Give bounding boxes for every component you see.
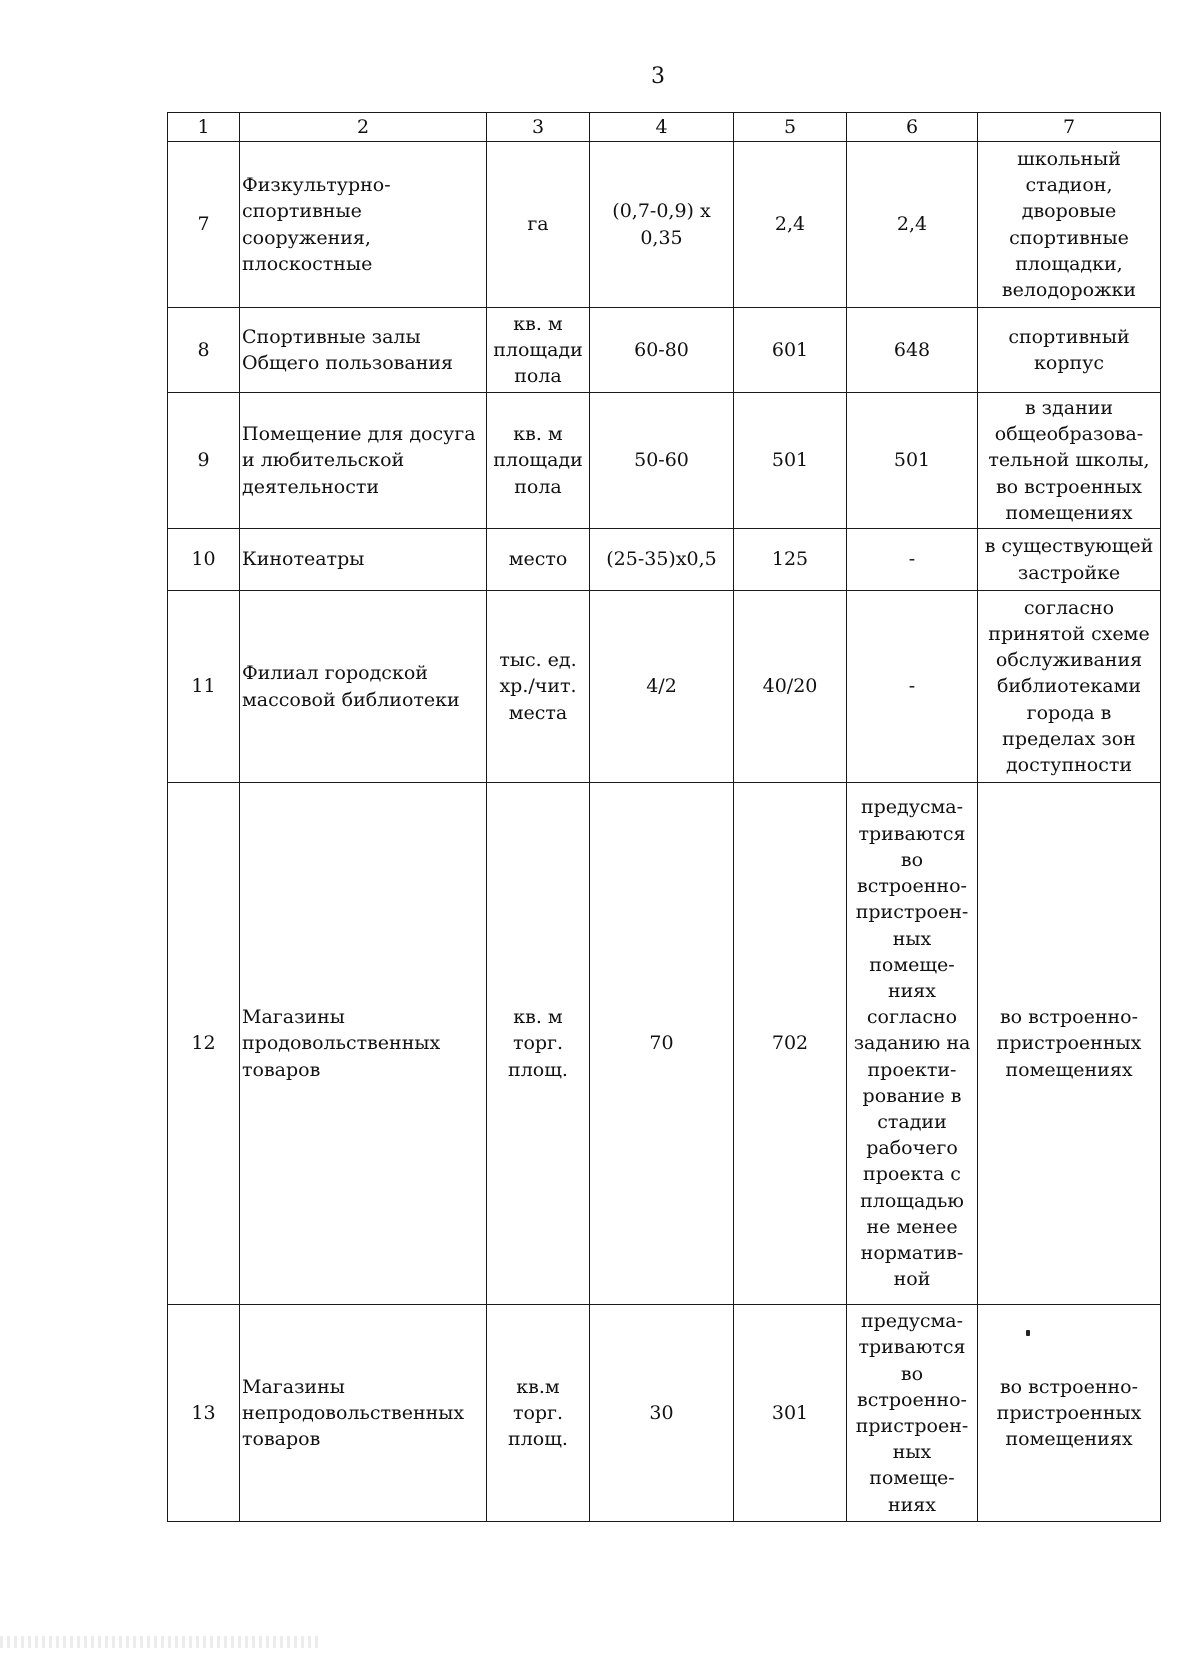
row-number: 7 <box>168 142 240 308</box>
table-row <box>168 393 1161 529</box>
note: в здании общеобразова-тельной школы, во встроенных помещениях <box>978 393 1161 529</box>
value-col5: 702 <box>734 783 847 1305</box>
facility-name: Филиал городской массовой библиотеки <box>240 591 487 783</box>
unit: тыс. ед. хр./чит. места <box>487 591 590 783</box>
page-number: 3 <box>651 64 665 89</box>
value-col5: 2,4 <box>734 142 847 308</box>
table-row <box>168 529 1161 591</box>
facility-name: Физкультурно-спортивные сооружения, плоскостные <box>240 142 487 308</box>
row-number: 12 <box>168 783 240 1305</box>
value-col5: 40/20 <box>734 591 847 783</box>
table-row <box>168 783 1161 1305</box>
norm: 60-80 <box>590 308 734 393</box>
value-col6: предусма-триваются во встроенно-пристроен-ных помеще-ниях согласно заданию на проекти-рование в стадии рабочего проекта с площадью не менее норматив-ной <box>847 783 978 1305</box>
norms-table <box>167 112 1161 1522</box>
column-number: 3 <box>487 113 590 142</box>
value-col5: 125 <box>734 529 847 591</box>
row-number: 8 <box>168 308 240 393</box>
norm: 50-60 <box>590 393 734 529</box>
value-col5: 601 <box>734 308 847 393</box>
facility-name: Помещение для досуга и любительской деятельности <box>240 393 487 529</box>
unit: кв. м площади пола <box>487 393 590 529</box>
facility-name: Магазины непродовольственных товаров <box>240 1305 487 1522</box>
row-number: 9 <box>168 393 240 529</box>
value-col5: 301 <box>734 1305 847 1522</box>
table-row <box>168 1305 1161 1522</box>
row-number: 11 <box>168 591 240 783</box>
unit: кв.м торг. площ. <box>487 1305 590 1522</box>
note: спортивный корпус <box>978 308 1161 393</box>
table-row <box>168 142 1161 308</box>
facility-name: Кинотеатры <box>240 529 487 591</box>
row-number: 13 <box>168 1305 240 1522</box>
value-col6: - <box>847 529 978 591</box>
row-number: 10 <box>168 529 240 591</box>
norm: 30 <box>590 1305 734 1522</box>
unit: место <box>487 529 590 591</box>
value-col6: 648 <box>847 308 978 393</box>
norm: 4/2 <box>590 591 734 783</box>
scan-noise <box>0 1636 320 1648</box>
note: во встроенно-пристроенных помещениях <box>978 1305 1161 1522</box>
table-row <box>168 308 1161 393</box>
column-number-row <box>168 113 1161 142</box>
norm: 70 <box>590 783 734 1305</box>
value-col6: предусма-триваются во встроенно-пристроен-ных помеще-ниях <box>847 1305 978 1522</box>
note: во встроенно-пристроенных помещениях <box>978 783 1161 1305</box>
column-number: 5 <box>734 113 847 142</box>
column-number: 6 <box>847 113 978 142</box>
column-number: 7 <box>978 113 1161 142</box>
column-number: 1 <box>168 113 240 142</box>
value-col5: 501 <box>734 393 847 529</box>
value-col6: 2,4 <box>847 142 978 308</box>
unit: га <box>487 142 590 308</box>
table-row <box>168 591 1161 783</box>
facility-name: Спортивные залы Общего пользования <box>240 308 487 393</box>
unit: кв. м торг. площ. <box>487 783 590 1305</box>
value-col6: 501 <box>847 393 978 529</box>
value-col6: - <box>847 591 978 783</box>
column-number: 4 <box>590 113 734 142</box>
note: в существующей застройке <box>978 529 1161 591</box>
facility-name: Магазины продовольственных товаров <box>240 783 487 1305</box>
column-number: 2 <box>240 113 487 142</box>
note: школьный стадион, дворовые спортивные площадки, велодорожки <box>978 142 1161 308</box>
note: согласно принятой схеме обслуживания библиотеками города в пределах зон доступности <box>978 591 1161 783</box>
norm: (25-35)x0,5 <box>590 529 734 591</box>
norm: (0,7-0,9) х 0,35 <box>590 142 734 308</box>
stray-ink-mark <box>1026 1330 1030 1336</box>
unit: кв. м площади пола <box>487 308 590 393</box>
